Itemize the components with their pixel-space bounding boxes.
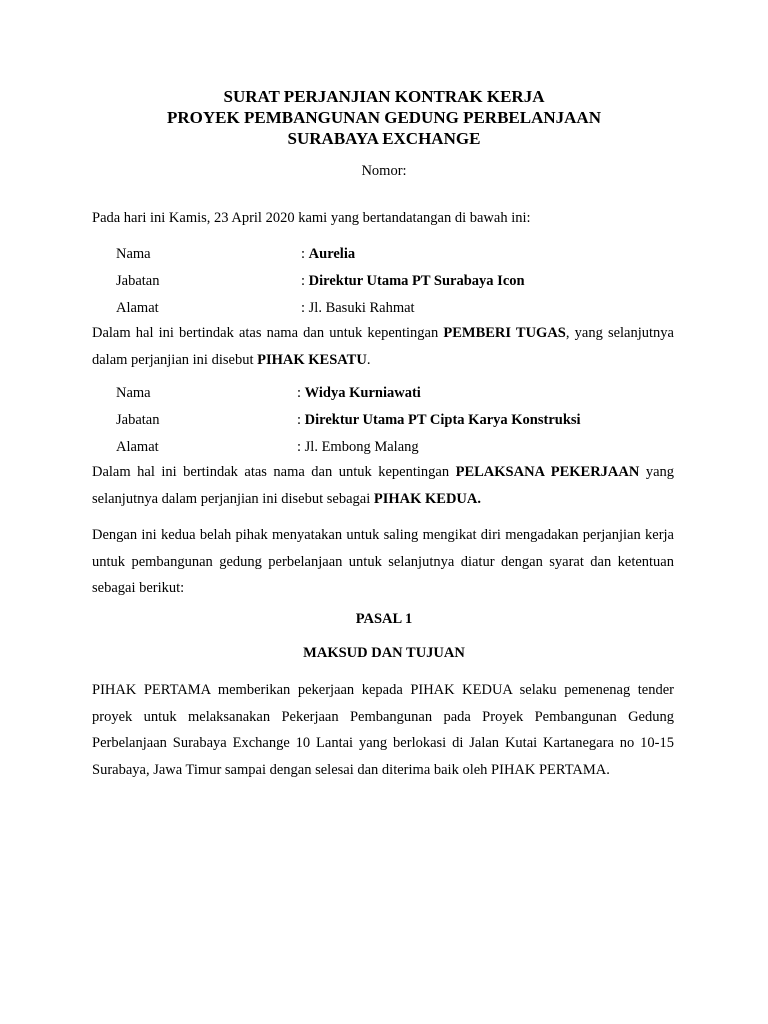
party2-jabatan-label: Jabatan	[116, 412, 160, 428]
party2-description: Dalam hal ini bertindak atas nama dan untuk kepentingan PELAKSANA PEKERJAAN yang selanjutnya dalam perjanjian ini disebut sebagai PIHAK KEDUA.	[92, 464, 675, 507]
party1-alamat-value: Jl. Basuki Rahmat	[308, 300, 415, 316]
party2-nama-label: Nama	[116, 385, 151, 401]
title-line-3: SURABAYA EXCHANGE	[287, 129, 481, 148]
party2-alamat-value: Jl. Embong Malang	[304, 439, 419, 455]
title-line-2: PROYEK PEMBANGUNAN GEDUNG PERBELANJAAN	[167, 108, 601, 127]
pasal-body: PIHAK PERTAMA memberikan pekerjaan kepada PIHAK KEDUA selaku pemenenag tender proyek untuk melaksanakan Pekerjaan Pembangunan pada Proyek Pembangunan Gedung Perbelanjaan Surabaya Exchange 10 Lantai yang berlokasi di Jalan Kutai Kartanegara no 10-15 Surabaya, Jawa Timur sampai dengan selesai dan diterima baik oleh PIHAK PERTAMA.	[92, 682, 674, 778]
party2-role: PELAKSANA PEKERJAAN	[455, 464, 640, 480]
party1-jabatan-label: Jabatan	[116, 273, 160, 289]
party1-nama-label: Nama	[116, 246, 151, 262]
party2-designation: PIHAK KEDUA.	[373, 490, 482, 507]
document-title	[0, 86, 768, 149]
title-line-1: SURAT PERJANJIAN KONTRAK KERJA	[223, 87, 545, 106]
nomor-label: Nomor:	[361, 163, 407, 179]
party1-alamat-label: Alamat	[116, 300, 159, 316]
party1-description: Dalam hal ini bertindak atas nama dan untuk kepentingan PEMBERI TUGAS, yang selanjutnya dalam perjanjian ini disebut PIHAK KESATU.	[92, 325, 674, 368]
party2-nama-value: Widya Kurniawati	[304, 385, 421, 401]
intro-text: Pada hari ini Kamis, 23 April 2020 kami yang bertandatangan di bawah ini:	[92, 210, 531, 226]
document-page: SURAT PERJANJIAN KONTRAK KERJA PROYEK PEMBANGUNAN GEDUNG PERBELANJAAN SURABAYA EXCHANGE Nomor: Pada hari ini Kamis, 23 April 2020 kami yang bertandatangan di bawah ini: Nama : Aurelia Jabatan : Direktur Utama PT Surabaya Icon Alamat : Jl. Basuki Rahmat Dalam hal ini bertindak atas nama dan untuk kepentingan PEMBERI TUGAS, yang selanjutnya dalam perjanjian ini disebut PIHAK KESATU. Nama : Widya Kurniawati Jabatan : Direktur Utama PT Cipta Karya Konstruksi Alamat : Jl. Embong Malang Dalam hal ini bertindak atas nama dan untuk kepentingan PELAKSANA PEKERJAAN yang selanjutnya dalam perjanjian ini disebut sebagai PIHAK KEDUA. Dengan ini kedua belah pihak menyatakan untuk saling mengikat diri mengadakan perjanjian kerja untuk pembangunan gedung perbelanjaan untuk selanjutnya diatur dengan syarat dan ketentuan sebagai berikut: PASAL 1 MAKSUD DAN TUJUAN PIHAK PERTAMA memberikan pekerjaan kepada PIHAK KEDUA selaku pemenenag tender proyek untuk melaksanakan Pekerjaan Pembangunan pada Proyek Pembangunan Gedung Perbelanjaan Surabaya Exchange 10 Lantai yang berlokasi di Jalan Kutai Kartanegara no 10-15 Surabaya, Jawa Timur sampai dengan selesai dan diterima baik oleh PIHAK PERTAMA.	[0, 0, 768, 1024]
party2-jabatan-value: Direktur Utama PT Cipta Karya Konstruksi	[304, 412, 581, 428]
pasal-number: PASAL 1	[355, 611, 413, 627]
party1-designation: PIHAK KESATU	[257, 351, 367, 368]
party2-alamat-label: Alamat	[116, 439, 159, 455]
party1-jabatan-value: Direktur Utama PT Surabaya Icon	[308, 273, 525, 289]
pasal-heading: MAKSUD DAN TUJUAN	[303, 645, 465, 661]
party1-nama-value: Aurelia	[308, 246, 356, 262]
agreement-paragraph: Dengan ini kedua belah pihak menyatakan untuk saling mengikat diri mengadakan perjanjian kerja untuk pembangunan gedung perbelanjaan untuk selanjutnya diatur dengan syarat dan ketentuan sebagai berikut:	[92, 527, 674, 596]
party1-role: PEMBERI TUGAS	[443, 325, 566, 341]
